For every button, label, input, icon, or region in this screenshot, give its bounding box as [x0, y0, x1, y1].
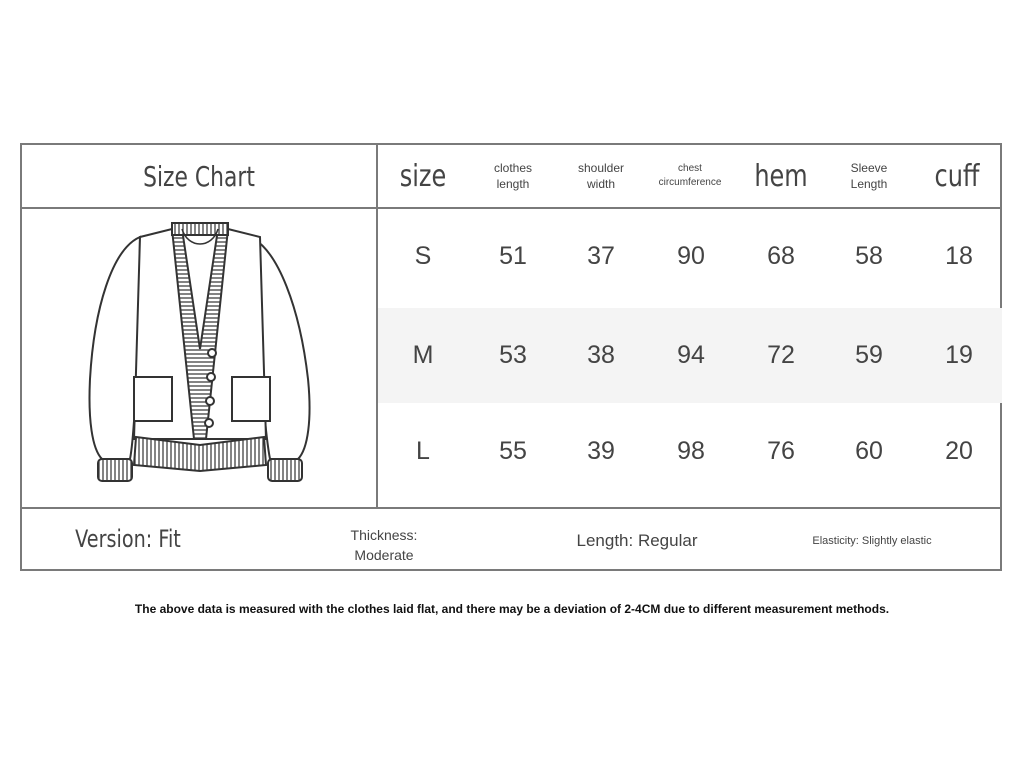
value-cell: 72 — [767, 341, 795, 369]
header-sleeve-length: Sleeve Length — [850, 161, 888, 191]
version-label: Version: Fit — [75, 525, 181, 553]
size-cell: M — [412, 341, 434, 369]
value-cell: 20 — [945, 437, 973, 465]
size-cell: L — [416, 437, 430, 465]
chart-title: Size Chart — [143, 159, 255, 193]
cardigan-illustration — [22, 209, 376, 507]
value-cell: 19 — [945, 341, 973, 369]
value-cell: 60 — [855, 437, 883, 465]
size-chart-table — [20, 143, 1002, 571]
value-cell: 98 — [677, 437, 705, 465]
table-row — [378, 209, 1002, 304]
size-cell: S — [414, 242, 432, 270]
value-cell: 18 — [945, 242, 973, 270]
footer-divider — [22, 507, 1000, 509]
value-cell: 94 — [677, 341, 705, 369]
value-cell: 90 — [677, 242, 705, 270]
thickness-label: Thickness: Moderate — [350, 527, 418, 563]
value-cell: 39 — [587, 437, 615, 465]
header-hem: hem — [754, 158, 808, 194]
measurement-note: The above data is measured with the clothes laid flat, and there may be a deviation of 2-4CM due to different measurement methods. — [134, 602, 890, 616]
value-cell: 59 — [855, 341, 883, 369]
value-cell: 38 — [587, 341, 615, 369]
header-chest-circumference: chest circumference — [658, 163, 722, 188]
elasticity-label: Elasticity: Slightly elastic — [812, 535, 932, 547]
header-clothes-length: clothes length — [493, 161, 533, 191]
value-cell: 55 — [499, 437, 527, 465]
value-cell: 37 — [587, 242, 615, 270]
table-row — [378, 404, 1002, 499]
header-cuff: cuff — [934, 158, 980, 194]
header-size: size — [399, 158, 447, 194]
value-cell: 58 — [855, 242, 883, 270]
value-cell: 53 — [499, 341, 527, 369]
header-shoulder-width: shoulder width — [577, 161, 625, 191]
value-cell: 51 — [499, 242, 527, 270]
value-cell: 76 — [767, 437, 795, 465]
length-label: Length: Regular — [576, 531, 698, 550]
table-row — [378, 308, 1002, 403]
value-cell: 68 — [767, 242, 795, 270]
cardigan-sweater-icon — [22, 209, 376, 507]
